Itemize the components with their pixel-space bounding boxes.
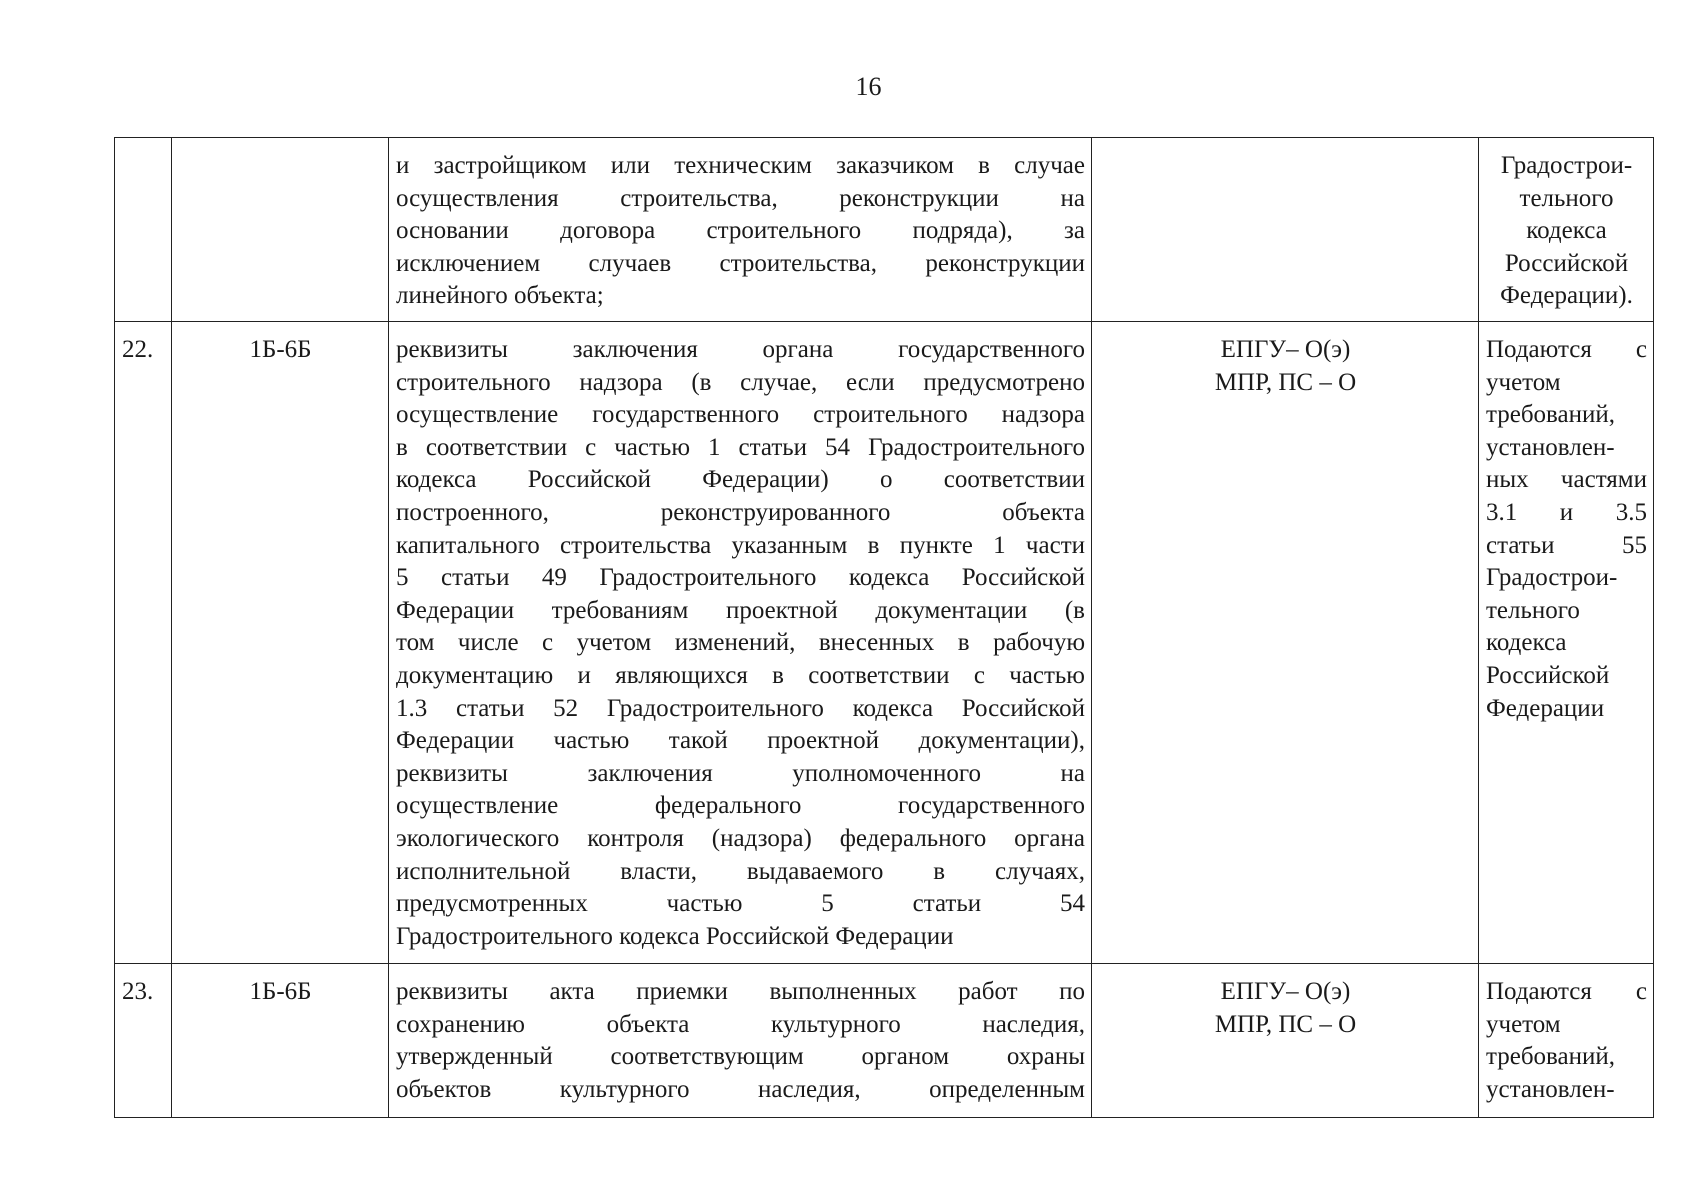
description-line: капитального строительства указанным в пункте 1 части	[396, 531, 1085, 559]
row-number	[115, 138, 172, 322]
note-line: Градострои-	[1500, 152, 1633, 179]
description-line: документацию и являющихся в соответствии с частью	[396, 661, 1085, 689]
row-code: 1Б-6Б	[172, 964, 389, 1118]
table-row	[115, 964, 1654, 1118]
description-line: и застройщиком или техническим заказчиком в случае	[396, 152, 1085, 179]
description-line: 1.3 статьи 52 Градостроительного кодекса Российской	[396, 694, 1085, 722]
description-line: экологического контроля (надзора) федерального органа	[396, 824, 1085, 852]
note-line: Российской	[1486, 661, 1610, 689]
row-description	[389, 138, 1092, 322]
note-line: Подаются с	[1486, 978, 1647, 1005]
note-line: кодекса	[1486, 629, 1567, 657]
description-line: исключением случаев строительства, реконструкции	[396, 249, 1085, 277]
row-number: 23.	[115, 964, 172, 1118]
description-line: основании договора строительного подряда), за	[396, 217, 1085, 245]
description-line: том числе с учетом изменений, внесенных в рабочую	[396, 629, 1085, 657]
source-line: ЕПГУ– О(э)	[1220, 336, 1351, 363]
description-line: утвержденный соответствующим органом охраны	[396, 1043, 1085, 1071]
table-row	[115, 138, 1654, 322]
note-line: установлен-	[1486, 433, 1615, 461]
description-line: осуществления строительства, реконструкции на	[396, 184, 1085, 212]
note-line: Федерации	[1486, 694, 1605, 722]
description-line: реквизиты заключения органа государственного	[396, 336, 1085, 363]
row-source	[1092, 964, 1479, 1118]
page-number: 16	[855, 72, 882, 101]
note-line: тельного	[1519, 184, 1614, 212]
description-line: строительного надзора (в случае, если предусмотрено	[396, 368, 1085, 396]
note-line: Градострои-	[1486, 564, 1618, 592]
note-line: тельного	[1486, 596, 1580, 624]
note-line: учетом	[1486, 1010, 1561, 1038]
note-line: Федерации).	[1500, 282, 1633, 310]
description-line: 5 статьи 49 Градостроительного кодекса Российской	[396, 564, 1085, 592]
source-line: МПР, ПС – О	[1214, 368, 1357, 396]
row-code: 1Б-6Б	[172, 322, 389, 964]
row-note	[1479, 964, 1654, 1118]
note-line: требований,	[1486, 401, 1616, 429]
description-line: осуществление государственного строительного надзора	[396, 401, 1085, 429]
description-line: Федерации частью такой проектной документации),	[396, 727, 1085, 755]
description-line: исполнительной власти, выдаваемого в случаях,	[396, 857, 1085, 885]
description-line: построенного, реконструированного объекта	[396, 498, 1085, 526]
table-row	[115, 322, 1654, 964]
description-line: в соответствии с частью 1 статьи 54 Градостроительного	[396, 433, 1085, 461]
note-line: Подаются с	[1486, 336, 1647, 363]
requirements-table	[114, 137, 1654, 1118]
source-line: МПР, ПС – О	[1214, 1010, 1357, 1038]
description-line: реквизиты акта приемки выполненных работ по	[396, 978, 1085, 1005]
row-note	[1479, 322, 1654, 964]
note-line: учетом	[1486, 368, 1561, 396]
note-line: 3.1 и 3.5	[1486, 498, 1647, 526]
description-line: кодекса Российской Федерации) о соответствии	[396, 466, 1085, 494]
description-line: Федерации требованиям проектной документации (в	[396, 596, 1085, 624]
note-line: кодекса	[1526, 217, 1607, 245]
note-line: требований,	[1486, 1043, 1616, 1071]
row-description	[389, 322, 1092, 964]
row-note	[1479, 138, 1654, 322]
description-line: линейного объекта;	[396, 282, 604, 310]
row-number: 22.	[115, 322, 172, 964]
note-line: установлен-	[1486, 1075, 1615, 1103]
description-line: Градостроительного кодекса Российской Федерации	[396, 922, 954, 950]
row-source	[1092, 322, 1479, 964]
note-line: статьи 55	[1486, 531, 1647, 559]
description-line: реквизиты заключения уполномоченного на	[396, 759, 1085, 787]
description-line: осуществление федерального государственного	[396, 792, 1085, 820]
description-line: сохранению объекта культурного наследия,	[396, 1010, 1085, 1038]
row-description	[389, 964, 1092, 1118]
source-line: ЕПГУ– О(э)	[1220, 978, 1351, 1005]
row-code	[172, 138, 389, 322]
description-line: объектов культурного наследия, определенным	[396, 1075, 1085, 1103]
note-line: ных частями	[1486, 466, 1647, 494]
note-line: Российской	[1504, 249, 1629, 277]
row-source	[1092, 138, 1479, 322]
description-line: предусмотренных частью 5 статьи 54	[396, 890, 1085, 918]
